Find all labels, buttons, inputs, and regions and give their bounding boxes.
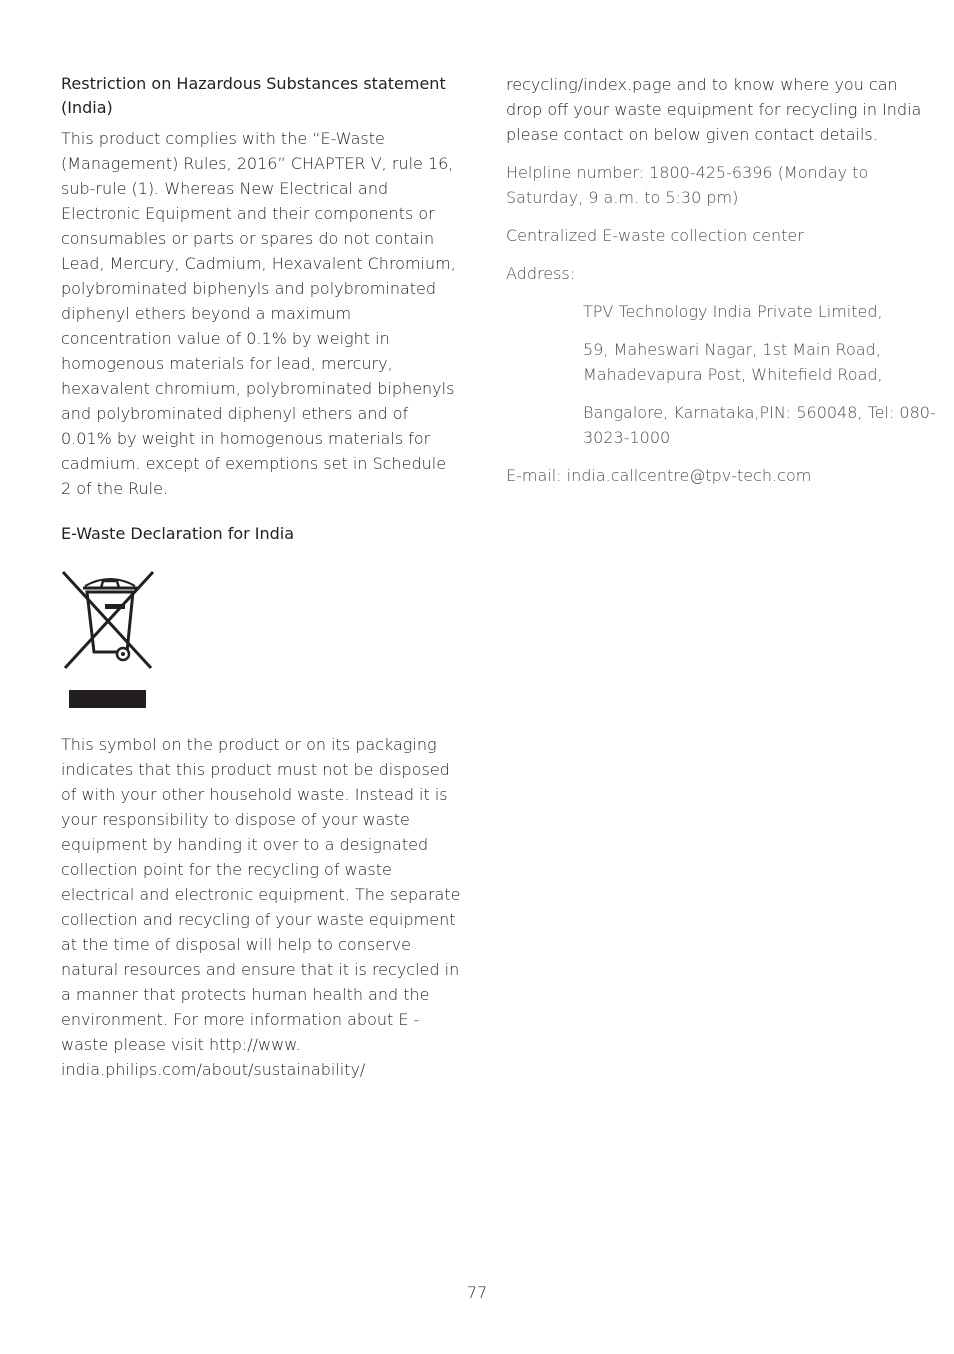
rohs-heading: Restriction on Hazardous Substances statement (India) xyxy=(61,74,446,117)
left-column xyxy=(61,72,461,1082)
address-city: Bangalore, Karnataka,PIN: 560048, Tel: 080-3023-1000 xyxy=(583,403,936,447)
email-text: E-mail: india.callcentre@tpv-tech.com xyxy=(506,466,812,485)
ewaste-heading: E-Waste Declaration for India xyxy=(61,524,295,543)
crossed-out-wheelie-bin-icon xyxy=(61,566,157,708)
symbol-body: This symbol on the product or on its packaging indicates that this product must not be disposed of with your other household waste. Instead it is your responsibility to dispose of your waste equipment by handing it over to a designated collection point for the recycling of waste electrical and electronic equipment. The separate collection and recycling of your waste equipment at the time of disposal will help to conserve natural resources and ensure that it is recycled in a manner that protects human health and the environment. For more information about E -waste please visit http://www. india.philips.com/about/sustainability/ xyxy=(61,735,461,1079)
address-street: 59, Maheswari Nagar, 1st Main Road, Mahadevapura Post, Whitefield Road, xyxy=(583,340,883,384)
helpline-text: Helpline number: 1800-425-6396 (Monday to Saturday, 9 a.m. to 5:30 pm) xyxy=(506,163,869,207)
collection-center-text: Centralized E-waste collection center xyxy=(506,226,804,245)
address-label: Address: xyxy=(506,264,576,283)
right-column xyxy=(506,72,936,488)
page-number: 77 xyxy=(466,1283,488,1302)
address-company: TPV Technology India Private Limited, xyxy=(583,302,883,321)
rohs-body: This product complies with the “E-Waste (Management) Rules, 2016” CHAPTER V, rule 16, sub-rule (1). Whereas New Electrical and Electronic Equipment and their components or consumables or parts or spares do not contain Lead, Mercury, Cadmium, Hexavalent Chromium, polybrominated biphenyls and polybrominated diphenyl ethers beyond a maximum concentration value of 0.1% by weight in homogenous materials for lead, mercury, hexavalent chromium, polybrominated biphenyls and polybrominated diphenyl ethers and of 0.01% by weight in homogenous materials for cadmium. except of exemptions set in Schedule 2 of the Rule. xyxy=(61,129,456,498)
continuation-text: recycling/index.page and to know where you can drop off your waste equipment for recycling in India please contact on below given contact details. xyxy=(506,75,922,144)
